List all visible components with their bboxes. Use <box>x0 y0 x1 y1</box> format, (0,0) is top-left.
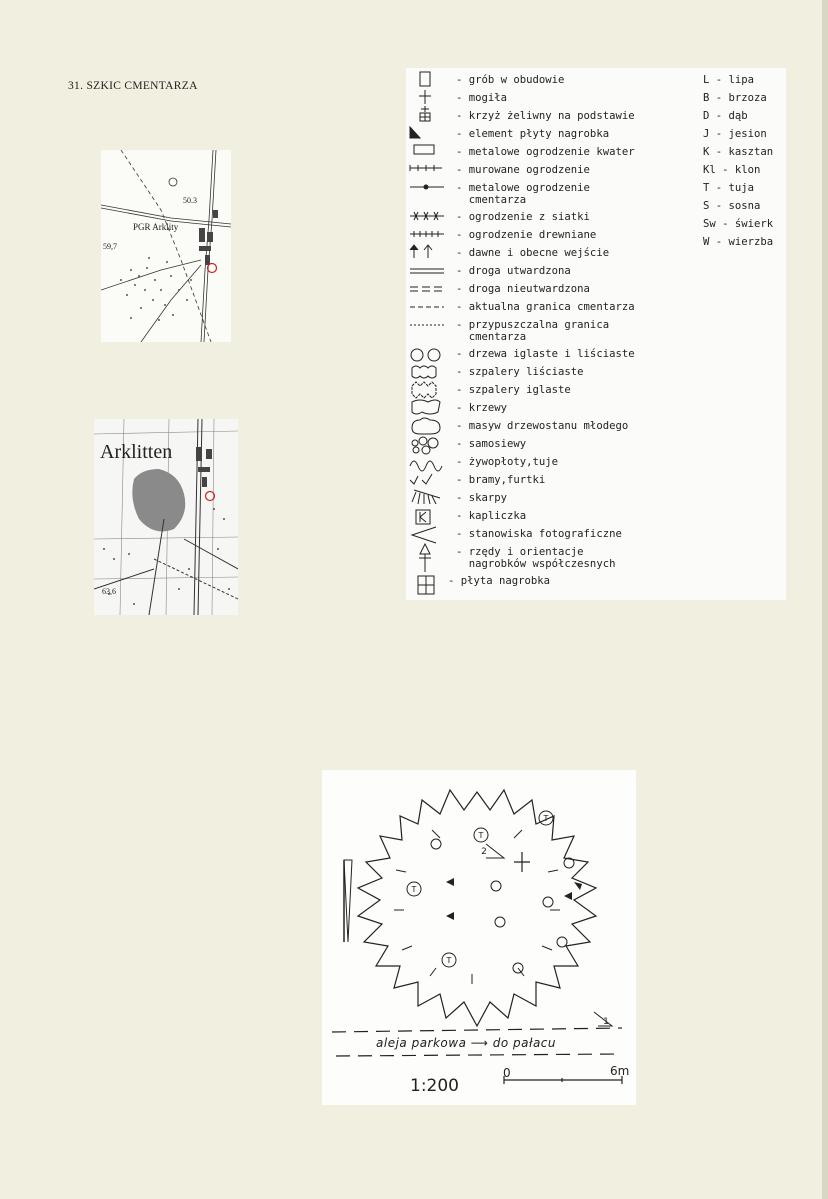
legend-item <box>406 418 706 436</box>
legend-item <box>406 209 706 227</box>
tree-abbrev: J - jesion <box>703 128 767 140</box>
legend-item-label: - krzyż żeliwny na podstawie <box>456 110 635 122</box>
tree-abbrev: S - sosna <box>703 200 761 212</box>
scale-ratio: 1:200 <box>410 1076 459 1096</box>
sketch-drawing <box>322 770 636 1105</box>
central-cross <box>514 852 530 872</box>
map1-drawing <box>101 150 231 342</box>
legend-item <box>406 281 706 299</box>
road-line-upper <box>332 1028 622 1032</box>
photo-2-label: 2 <box>481 847 487 857</box>
legend-item <box>406 144 706 162</box>
legend-item-label: - szpalery iglaste <box>456 384 571 396</box>
elevation-label: 50.3 <box>183 196 197 205</box>
legend-item-label: - stanowiska fotograficzne <box>456 528 622 540</box>
legend-item-label: - samosiewy <box>456 438 527 450</box>
cemetery-boundary <box>358 790 596 1026</box>
legend-item <box>406 526 706 544</box>
legend-item-label: - płyta nagrobka <box>448 575 551 587</box>
legend-item <box>406 490 706 508</box>
location-map-large <box>94 419 238 615</box>
legend-item-label: - masyw drzewostanu młodego <box>456 420 629 432</box>
legend-item-label: - rzędy i orientacje nagrobków współczesnych <box>456 546 616 570</box>
location-map-small <box>101 150 231 342</box>
legend-item-label: - przypuszczalna granica cmentarza <box>456 319 610 343</box>
legend-item-label: - droga nieutwardzona <box>456 283 590 295</box>
tree-abbrev: D - dąb <box>703 110 748 122</box>
tree-abbrev: B - brzoza <box>703 92 767 104</box>
legend-item <box>406 364 706 382</box>
legend-item-label: - szpalery liściaste <box>456 366 584 378</box>
thuja-marker-label: T <box>411 885 417 894</box>
legend-item-label: - drzewa iglaste i liściaste <box>456 348 635 360</box>
legend-item <box>406 299 706 317</box>
legend-item <box>406 508 706 526</box>
grave-rows <box>394 830 560 984</box>
tree-abbrev: L - lipa <box>703 74 755 86</box>
legend-item <box>406 472 706 490</box>
page-title: 31. SZKIC CMENTARZA <box>68 80 198 92</box>
legend-item <box>406 346 706 364</box>
legend-item-label: - krzewy <box>456 402 508 414</box>
north-arrow <box>344 860 352 942</box>
road-line-lower <box>336 1054 622 1056</box>
tree-abbrev: Kl - klon <box>703 164 761 176</box>
tree-abbrev: Sw - świerk <box>703 218 774 230</box>
legend-item <box>406 400 706 418</box>
legend-item-label: - droga utwardzona <box>456 265 571 277</box>
cemetery-sketch <box>322 770 636 1105</box>
tree-circles <box>431 839 574 973</box>
elevation-label: 63,6 <box>102 587 116 596</box>
legend-item <box>406 227 706 245</box>
photo-1-label: 1 <box>603 1017 609 1027</box>
legend-item-label: - grób w obudowie <box>456 74 565 86</box>
legend-item-label: - element płyty nagrobka <box>456 128 610 140</box>
photo-station-2 <box>486 844 504 858</box>
legend-item-label: - ogrodzenie z siatki <box>456 211 590 223</box>
scale-bar <box>504 1076 622 1084</box>
pgr-label: PGR Arklity <box>133 222 179 232</box>
legend-item-label: - bramy,furtki <box>456 474 546 486</box>
tree-abbrev: T - tuja <box>703 182 755 194</box>
legend-item-label: - murowane ogrodzenie <box>456 164 590 176</box>
legend-panel <box>406 68 786 600</box>
legend-item <box>406 317 706 345</box>
tree-abbrev: K - kasztan <box>703 146 774 158</box>
thuja-marker-label: T <box>478 831 484 840</box>
legend-item-label: - aktualna granica cmentarza <box>456 301 635 313</box>
road-label: aleja parkowa ⟶ do pałacu <box>376 1036 557 1050</box>
legend-item <box>406 90 706 108</box>
thuja-marker-label: T <box>446 956 452 965</box>
legend-item-label: - mogiła <box>456 92 508 104</box>
legend-item-label: - ogrodzenie drewniane <box>456 229 597 241</box>
legend-item <box>406 436 706 454</box>
legend-item <box>406 162 706 180</box>
legend-item-label: - żywopłoty,tuje <box>456 456 559 468</box>
legend-item-label: - metalowe ogrodzenie cmentarza <box>456 182 590 206</box>
legend-item <box>406 263 706 281</box>
village-label: Arklitten <box>100 441 173 463</box>
scale-end: 6m <box>610 1064 630 1078</box>
legend-item-label: - skarpy <box>456 492 508 504</box>
legend-item <box>406 180 706 208</box>
legend-item <box>406 126 706 144</box>
page-edge <box>822 0 828 1199</box>
legend-item <box>406 72 706 90</box>
legend-item-label: - metalowe ogrodzenie kwater <box>456 146 635 158</box>
legend-item-label: - dawne i obecne wejście <box>456 247 610 259</box>
tree-abbrev: W - wierzba <box>703 236 774 248</box>
legend-item <box>406 454 706 472</box>
legend-item <box>406 382 706 400</box>
scale-start: 0 <box>503 1066 511 1080</box>
legend-item <box>406 544 706 572</box>
legend-item <box>406 245 706 263</box>
legend-item <box>406 573 706 591</box>
elevation-label: 59,7 <box>103 242 117 251</box>
legend-item <box>406 108 706 126</box>
thuja-marker-label: T <box>543 814 549 823</box>
legend-item-label: - kapliczka <box>456 510 527 522</box>
